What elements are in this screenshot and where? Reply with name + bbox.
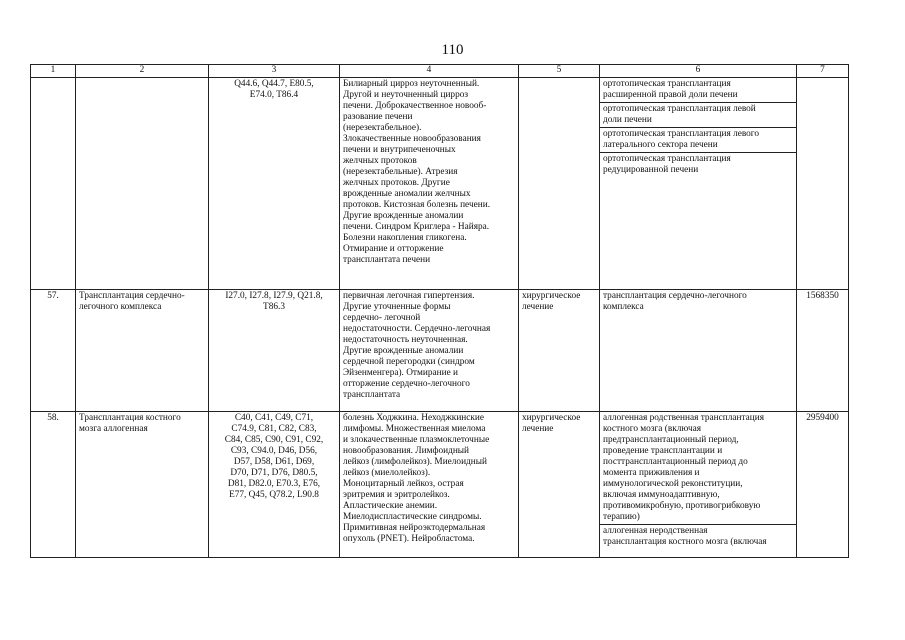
column-number: 5 xyxy=(519,65,600,78)
table-row xyxy=(31,290,849,412)
method-item: ортотопическая трансплантация левой доли печени xyxy=(600,102,796,127)
icd-codes: C40, C41, C49, C71, C74.9, C81, C82, C83, C84, C85, C90, C91, C92, C93, C94.0, D46, D56, D57, D58, D61, D69, D70, D71, D76, D80.5, D81, D82.0, E70.3, E76, E77, Q45, Q78.2, L90.8 xyxy=(209,412,340,558)
method-item: аллогенная неродственная трансплантация костного мозга (включая xyxy=(600,524,796,549)
services-table xyxy=(30,64,849,558)
service-name xyxy=(76,78,209,290)
column-number: 6 xyxy=(600,65,797,78)
icd-codes: Q44.6, Q44.7, E80.5, E74.0, T86.4 xyxy=(209,78,340,290)
methods-cell xyxy=(600,78,797,290)
cost-value: 2959400 xyxy=(797,412,849,558)
method-item: ортотопическая трансплантация левого латерального сектора печени xyxy=(600,127,796,152)
column-number: 4 xyxy=(340,65,519,78)
table-row xyxy=(31,412,849,558)
column-number: 7 xyxy=(797,65,849,78)
treatment-type: хирургическое лечение xyxy=(519,290,600,412)
methods-cell xyxy=(600,290,797,412)
treatment-type xyxy=(519,78,600,290)
row-number: 57. xyxy=(31,290,76,412)
row-number xyxy=(31,78,76,290)
method-item: ортотопическая трансплантация редуцированной печени xyxy=(600,152,796,177)
row-number: 58. xyxy=(31,412,76,558)
diagnosis-text: первичная легочная гипертензия. Другие уточненные формы сердечно- легочной недостаточности. Сердечно-легочная недостаточность неуточненная. Другие врожденные аномалии сердечной перегородки (синдром Эйзенменгера). Отмирание и отторжение сердечно-легочного трансплантата xyxy=(340,290,519,412)
column-number: 2 xyxy=(76,65,209,78)
service-name: Трансплантация сердечно- легочного комплекса xyxy=(76,290,209,412)
column-number: 3 xyxy=(209,65,340,78)
column-number: 1 xyxy=(31,65,76,78)
method-item: аллогенная родственная трансплантация костного мозга (включая предтрансплантационный период, проведение трансплантации и посттрансплантационный период до момента приживления и иммунологической реконституции, включая иммуноадаптивную, противомикробную, противогрибковую терапию) xyxy=(603,413,765,522)
column-number-row xyxy=(31,65,849,78)
icd-codes: I27.0, I27.8, I27.9, Q21.8, T86.3 xyxy=(209,290,340,412)
diagnosis-text: болезнь Ходжкина. Неходжкинские лимфомы. Множественная миелома и злокачественные плазмоклеточные новообразования. Лимфоидный лейкоз (лимфолейкоз). Миелоидный лейкоз (миелолейкоз). Моноцитарный лейкоз, острая эритремия и эритролейкоз. Апластические анемии. Миелодиспластические синдромы. Примитивная нейроэктодермальная опухоль (PNET). Нейробластома. xyxy=(340,412,519,558)
methods-cell xyxy=(600,412,797,558)
cost-value xyxy=(797,78,849,290)
method-item: трансплантация сердечно-легочного комплекса xyxy=(603,291,747,312)
page-number: 110 xyxy=(441,42,464,58)
treatment-type: хирургическое лечение xyxy=(519,412,600,558)
method-item: ортотопическая трансплантация расширенной правой доли печени xyxy=(603,79,738,100)
service-name: Трансплантация костного мозга аллогенная xyxy=(76,412,209,558)
cost-value: 1568350 xyxy=(797,290,849,412)
table-row xyxy=(31,78,849,290)
diagnosis-text: Билиарный цирроз неуточненный. Другой и неуточненный цирроз печени. Доброкачественное новооб- разование печени (нерезектабельное). Злокачественные новообразования печени и внутрипеченочных желчных протоков (нерезектабельные). Атрезия желчных протоков. Другие врожденные аномалии желчных протоков. Кистозная болезнь печени. Другие врожденные аномалии печени. Синдром Криглера - Найяра. Болезни накопления гликогена. Отмирание и отторжение трансплантата печени xyxy=(340,78,519,290)
